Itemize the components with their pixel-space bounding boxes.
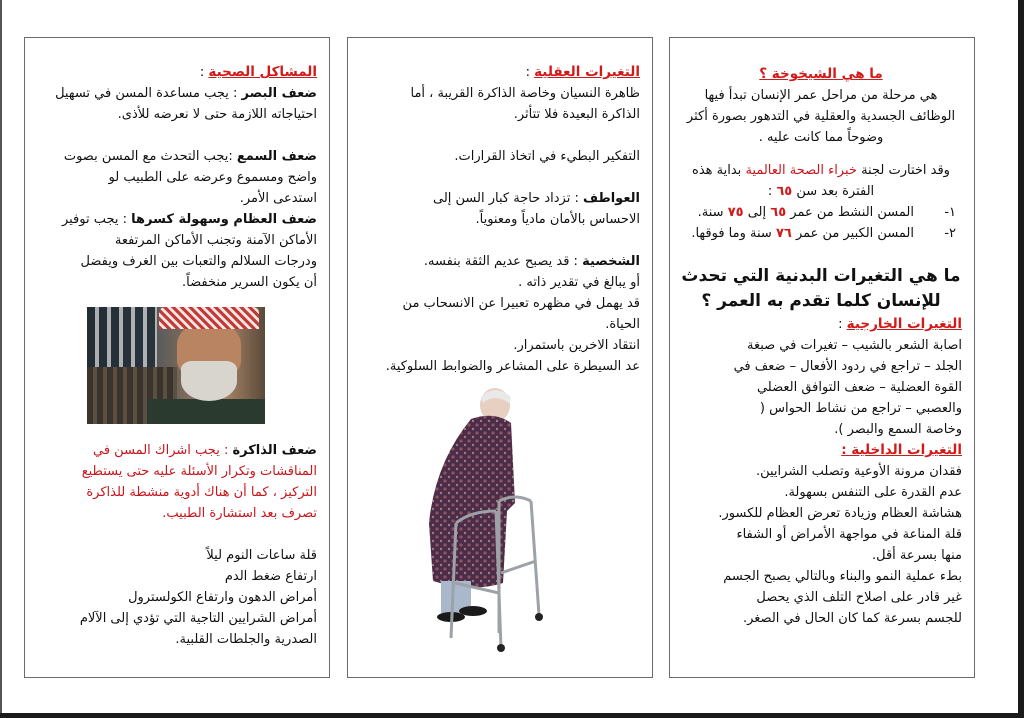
internal-change-line: فقدان مرونة الأوعية وتصلب الشرايين. xyxy=(755,464,962,479)
definition-line: وضوحاً مما كانت عليه . xyxy=(758,130,884,145)
period-line: الفترة بعد سن ٦٥ : xyxy=(767,184,875,199)
internal-change-line: منها بسرعة أقل. xyxy=(871,548,962,563)
external-change-line: والعصبي – تراجع من نشاط الحواس ( xyxy=(759,401,962,416)
elderly-walker-image xyxy=(411,383,561,653)
memory-weakness-line: التركيز ، كما أن هناك أدوية منشطة للذاكرة xyxy=(86,485,317,500)
external-change-line: الجلد – تراجع في ردود الأفعال – ضعف في xyxy=(733,359,962,374)
internal-change-line: عدم القدرة على التنفس بسهولة. xyxy=(784,485,962,500)
heading-mental-changes: التغيرات العقلية xyxy=(534,64,640,80)
other-problem-line: ارتفاع ضغط الدم xyxy=(224,569,317,584)
definition-line: هي مرحلة من مراحل عمر الإنسان تبدأ فيها xyxy=(704,88,938,103)
physical-changes-question: للإنسان كلما تقدم به العمر ؟ xyxy=(701,291,941,311)
heading-internal-changes: التغيرات الداخلية : xyxy=(841,442,962,458)
memory-weakness-line: تصرف بعد استشارة الطبيب. xyxy=(162,506,317,521)
bones-line: الأماكن الآمنة وتجنب الأماكن المرتفعة xyxy=(114,233,317,248)
personality-line: أو يبالغ في تقدير ذاته . xyxy=(518,275,640,290)
hearing-line: ضعف السمع :يجب التحدث مع المسن بصوت xyxy=(63,149,317,164)
panel-mental-changes: التغيرات العقلية : ظاهرة النسيان وخاصة الذاكرة القريبة ، أما الذاكرة البعيدة فلا تتأثر. التفكير البطيء في اتخاذ القرارات. العواطف : تزداد حاجة كبار السن إلى الاحساس بالأمان مادياً ومعنوياً. الشخصية : قد يصبح عديم الثقة بنفسه. أو يبالغ في تقدير ذاته . قد يهمل في مظهره تعبيرا عن الانسحاب من الحياة. انتقاد الاخرين باستمرار. عد السيطرة على المشاعر والضوابط السلوكية. xyxy=(347,37,653,678)
external-change-line: القوة العضلية – ضعف التوافق العضلي xyxy=(756,380,962,395)
internal-change-line: قلة المناعة في مواجهة الأمراض أو الشفاء xyxy=(736,527,962,542)
bones-label: ضعف العظام وسهولة كسرها xyxy=(131,212,317,227)
physical-changes-question: ما هي التغيرات البدنية التي تحدث xyxy=(681,266,961,286)
hearing-label: ضعف السمع xyxy=(236,149,317,164)
emotions-label: العواطف xyxy=(582,191,640,206)
heading-what-is-aging: ما هي الشيخوخة ؟ xyxy=(759,66,883,82)
heading-external-changes: التغيرات الخارجية xyxy=(846,316,962,332)
hearing-line: واضح ومسموع وعرضه على الطبيب لو xyxy=(108,170,317,185)
personality-line: انتقاد الاخرين باستمرار. xyxy=(513,338,640,353)
personality-line: عد السيطرة على المشاعر والضوابط السلوكية. xyxy=(385,359,640,374)
panel-what-is-aging: ما هي الشيخوخة ؟ هي مرحلة من مراحل عمر الإنسان تبدأ فيها الوظائف الجسدية والعقلية في التدهور بصورة أكثر وضوحاً مما كانت عليه . وقد اختارت لجنة خبراء الصحة العالمية بداية هذه الفترة بعد سن ٦٥ : ١- المسن النشط من عمر ٦٥ إلى ٧٥ سنة. ٢- المسن الكبير من عمر ٧٦ سنة وما فوقها. ما هي التغيرات البدنية التي تحدث للإنسان كلما تقدم به العمر ؟ التغيرات الخارجية : اصابة الشعر بالشيب – تغيرات في صبغة الجلد – تراجع في ردود الأفعال – ضعف في القوة العضلية – ضعف التوافق العضلي والعصبي – تراجع من نشاط الحواس ( وخاصة السمع والبصر ). التغيرات الداخلية : فقدان مرونة الأوعية وتصلب الشرايين. عدم القدرة على التنفس بسهولة. هشاشة العظام وزيادة تعرض العظام للكسور. قلة المناعة في مواجهة الأمراض أو الشفاء منها بسرعة أقل. بطء عملية النمو والبناء وبالتالي يصبح الجسم غير قادر على اصلاح التلف الذي يحصل للجسم بسرعة كما كان الحال في الصغر. xyxy=(669,37,975,678)
personality-line: قد يهمل في مظهره تعبيرا عن الانسحاب من xyxy=(402,296,640,311)
bones-line: أن يكون السرير منخفضاً. xyxy=(182,275,317,290)
external-change-line: وخاصة السمع والبصر ). xyxy=(834,422,962,437)
internal-change-line: هشاشة العظام وزيادة تعرض العظام للكسور. xyxy=(718,506,962,521)
personality-line: الحياة. xyxy=(605,317,640,332)
page-edge xyxy=(1018,0,1024,718)
heading-health-problems: المشاكل الصحية xyxy=(208,64,317,80)
external-change-line: اصابة الشعر بالشيب – تغيرات في صبغة xyxy=(746,338,962,353)
emotions-line: العواطف : تزداد حاجة كبار السن إلى xyxy=(433,191,640,206)
other-problem-line: قلة ساعات النوم ليلاً xyxy=(206,548,317,563)
memory-line: الذاكرة البعيدة فلا تتأثر. xyxy=(513,107,640,122)
memory-weakness-line: المناقشات وتكرار الأسئلة عليه حتى يستطيع xyxy=(81,464,317,479)
panel-health-problems: المشاكل الصحية : ضعف البصر : يجب مساعدة المسن في تسهيل احتياجاته اللازمة حتى لا نعرضه للأذى. ضعف السمع :يجب التحدث مع المسن بصوت واضح ومسموع وعرضه على الطبيب لو استدعى الأمر. ضعف العظام وسهولة كسرها : يجب توفير الأماكن الآمنة وتجنب الأماكن المرتفعة ودرجات السلالم والتعبات بين الغرف ويفضل أن يكون السرير منخفضاً. ضعف الذاكرة : يجب اشراك المسن في المناقشات وتكرار الأسئلة عليه حتى يستطيع التركيز ، كما أن هناك أدوية منشطة للذاكرة تصرف بعد استشارة الطبيب. قلة ساعات النوم ليلاً ارتفاع ضغط الدم أمراض الدهون وارتفاع الكولسترول أمراض الشرايين التاجية التي تؤدي إلى الآلام الصدرية والجلطات القلبية. xyxy=(24,37,330,678)
vision-label: ضعف البصر xyxy=(241,86,317,101)
age-category-item: ١- المسن النشط من عمر ٦٥ إلى ٧٥ سنة. xyxy=(697,205,956,220)
other-problem-line: أمراض الدهون وارتفاع الكولسترول xyxy=(128,590,317,605)
personality-label: الشخصية xyxy=(582,254,640,269)
bones-line: ودرجات السلالم والتعبات بين الغرف ويفضل xyxy=(80,254,317,269)
other-problem-line: أمراض الشرايين التاجية التي تؤدي إلى الآلام xyxy=(79,611,317,626)
internal-change-line: للجسم بسرعة كما كان الحال في الصغر. xyxy=(742,611,962,626)
memory-weakness-line: ضعف الذاكرة : يجب اشراك المسن في xyxy=(93,443,317,458)
vision-line: ضعف البصر : يجب مساعدة المسن في تسهيل xyxy=(55,86,317,101)
who-name: خبراء الصحة العالمية xyxy=(745,163,857,178)
page-edge xyxy=(0,713,1024,718)
slow-thinking: التفكير البطيء في اتخاذ القرارات. xyxy=(454,149,640,164)
definition-line: الوظائف الجسدية والعقلية في التدهور بصورة أكثر xyxy=(686,109,956,124)
elderly-man-portrait-image xyxy=(87,307,265,424)
emotions-line: الاحساس بالأمان مادياً ومعنوياً. xyxy=(475,212,640,227)
bones-line: ضعف العظام وسهولة كسرها : يجب توفير xyxy=(61,212,317,227)
page-edge xyxy=(0,0,2,713)
personality-line: الشخصية : قد يصبح عديم الثقة بنفسه. xyxy=(423,254,640,269)
hearing-line: استدعى الأمر. xyxy=(239,191,317,206)
internal-change-line: غير قادر على اصلاح التلف الذي يحصل xyxy=(756,590,962,605)
memory-weakness-label: ضعف الذاكرة xyxy=(232,443,317,458)
vision-line: احتياجاته اللازمة حتى لا نعرضه للأذى. xyxy=(117,107,317,122)
other-problem-line: الصدرية والجلطات القلبية. xyxy=(175,632,317,647)
who-intro: وقد اختارت لجنة خبراء الصحة العالمية بداية هذه xyxy=(692,163,950,178)
age-category-item: ٢- المسن الكبير من عمر ٧٦ سنة وما فوقها. xyxy=(691,226,956,241)
memory-line: ظاهرة النسيان وخاصة الذاكرة القريبة ، أما xyxy=(410,86,640,101)
internal-change-line: بطء عملية النمو والبناء وبالتالي يصبح الجسم xyxy=(723,569,962,584)
